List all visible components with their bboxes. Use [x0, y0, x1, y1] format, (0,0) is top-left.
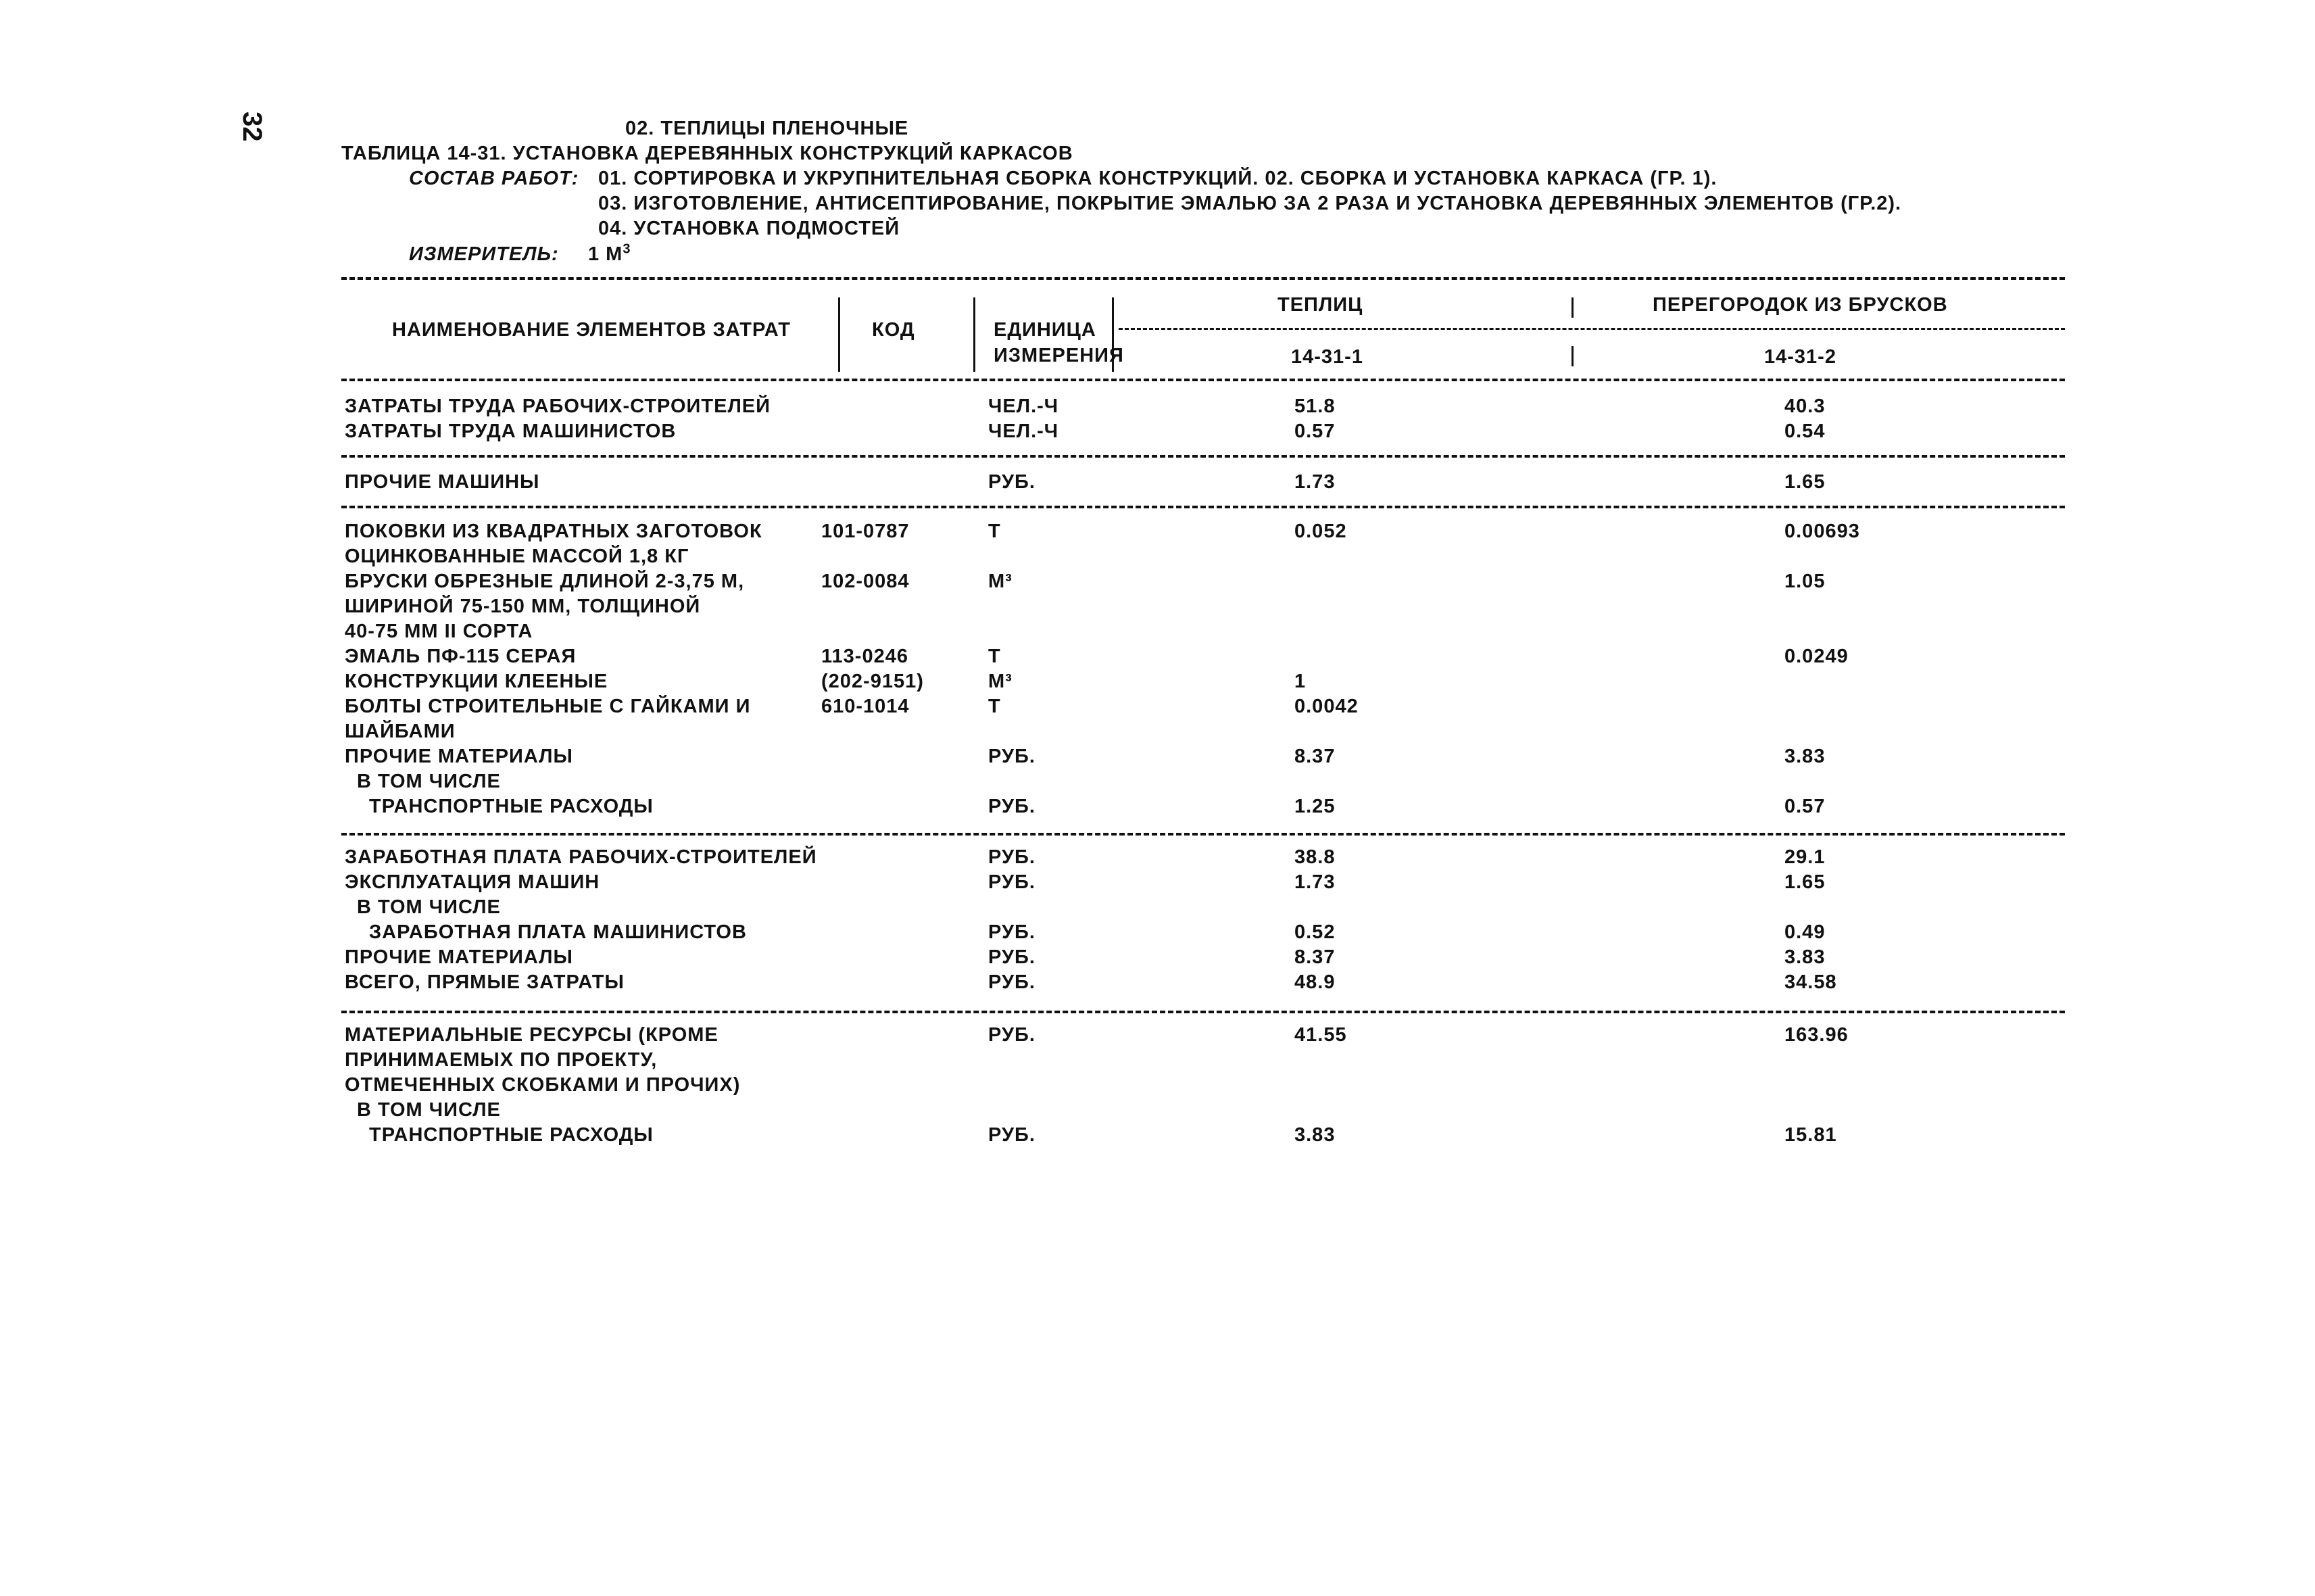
col-divider-4b: [1571, 346, 1574, 366]
row-3-b: 1.65: [1784, 471, 1826, 493]
col-header-name: НАИМЕНОВАНИЕ ЭЛЕМЕНТОВ ЗАТРАТ: [392, 319, 791, 341]
row-16-name: ЗАРАБОТНАЯ ПЛАТА РАБОЧИХ-СТРОИТЕЛЕЙ: [345, 846, 817, 868]
row-20-unit: РУБ.: [988, 946, 1035, 968]
row-19-unit: РУБ.: [988, 921, 1035, 943]
row-20-name: ПРОЧИЕ МАТЕРИАЛЫ: [345, 946, 573, 968]
row-5-name: ОЦИНКОВАННЫЕ МАССОЙ 1,8 КГ: [345, 546, 689, 567]
row-15-a: 1.25: [1294, 796, 1336, 817]
row-19-name: ЗАРАБОТНАЯ ПЛАТА МАШИНИСТОВ: [369, 921, 747, 943]
col-header-code: КОД: [872, 319, 915, 341]
page-number: 32: [237, 112, 267, 142]
row-13-b: 3.83: [1784, 746, 1826, 767]
row-9-name: ЭМАЛЬ ПФ-115 СЕРАЯ: [345, 646, 577, 667]
row-8-name: 40-75 ММ II СОРТА: [345, 621, 533, 642]
row-2-a: 0.57: [1294, 420, 1336, 442]
row-19-b: 0.49: [1784, 921, 1826, 943]
row-12-name: ШАЙБАМИ: [345, 721, 456, 742]
section-title: 02. ТЕПЛИЦЫ ПЛЕНОЧНЫЕ: [625, 118, 909, 139]
rule-group-4: [341, 1011, 2065, 1013]
row-2-name: ЗАТРАТЫ ТРУДА МАШИНИСТОВ: [345, 420, 677, 442]
row-11-a: 0.0042: [1294, 696, 1359, 717]
row-15-name: ТРАНСПОРТНЫЕ РАСХОДЫ: [369, 796, 654, 817]
work-line-1: 01. СОРТИРОВКА И УКРУПНИТЕЛЬНАЯ СБОРКА КОНСТРУКЦИЙ. 02. СБОРКА И УСТАНОВКА КАРКАСА (ГР. 1).: [598, 168, 1717, 189]
row-1-name: ЗАТРАТЫ ТРУДА РАБОЧИХ-СТРОИТЕЛЕЙ: [345, 395, 771, 417]
row-18-name: В ТОМ ЧИСЛЕ: [357, 896, 501, 918]
row-15-unit: РУБ.: [988, 796, 1035, 817]
col-divider-4a: [1571, 297, 1574, 318]
row-16-a: 38.8: [1294, 846, 1336, 868]
row-17-b: 1.65: [1784, 871, 1826, 893]
col-header-group-a: ТЕПЛИЦ: [1277, 294, 1363, 316]
row-13-name: ПРОЧИЕ МАТЕРИАЛЫ: [345, 746, 573, 767]
row-9-unit: Т: [988, 646, 1001, 667]
row-3-name: ПРОЧИЕ МАШИНЫ: [345, 471, 540, 493]
row-22-name: МАТЕРИАЛЬНЫЕ РЕСУРСЫ (КРОМЕ: [345, 1024, 718, 1046]
rule-header-bottom: [341, 379, 2065, 381]
row-14-name: В ТОМ ЧИСЛЕ: [357, 771, 501, 792]
row-17-unit: РУБ.: [988, 871, 1035, 893]
row-24-name: ОТМЕЧЕННЫХ СКОБКАМИ И ПРОЧИХ): [345, 1074, 741, 1096]
col-header-unit-1: ЕДИНИЦА: [994, 319, 1096, 341]
row-21-name: ВСЕГО, ПРЯМЫЕ ЗАТРАТЫ: [345, 971, 625, 993]
row-9-b: 0.0249: [1784, 646, 1849, 667]
row-10-name: КОНСТРУКЦИИ КЛЕЕНЫЕ: [345, 671, 608, 692]
row-4-code: 101-0787: [821, 521, 910, 542]
row-23-name: ПРИНИМАЕМЫХ ПО ПРОЕКТУ,: [345, 1049, 658, 1071]
row-11-unit: Т: [988, 696, 1001, 717]
row-25-name: В ТОМ ЧИСЛЕ: [357, 1099, 501, 1121]
row-6-b: 1.05: [1784, 571, 1826, 592]
row-1-unit: ЧЕЛ.-Ч: [988, 395, 1059, 417]
rule-group-1: [341, 455, 2065, 458]
work-line-2: 03. ИЗГОТОВЛЕНИЕ, АНТИСЕПТИРОВАНИЕ, ПОКРЫТИЕ ЭМАЛЬЮ ЗА 2 РАЗА И УСТАНОВКА ДЕРЕВЯННЫХ ЭЛЕМЕНТОВ (ГР.2).: [598, 193, 1902, 214]
row-17-name: ЭКСПЛУАТАЦИЯ МАШИН: [345, 871, 600, 893]
row-2-unit: ЧЕЛ.-Ч: [988, 420, 1059, 442]
row-20-a: 8.37: [1294, 946, 1336, 968]
row-26-b: 15.81: [1784, 1124, 1837, 1146]
row-26-unit: РУБ.: [988, 1124, 1035, 1146]
row-20-b: 3.83: [1784, 946, 1826, 968]
row-10-code: (202-9151): [821, 671, 924, 692]
row-16-unit: РУБ.: [988, 846, 1035, 868]
row-3-a: 1.73: [1294, 471, 1336, 493]
row-3-unit: РУБ.: [988, 471, 1035, 493]
row-11-name: БОЛТЫ СТРОИТЕЛЬНЫЕ С ГАЙКАМИ И: [345, 696, 751, 717]
row-10-a: 1: [1294, 671, 1307, 692]
row-10-unit: М³: [988, 671, 1013, 692]
row-22-a: 41.55: [1294, 1024, 1347, 1046]
row-6-name: БРУСКИ ОБРЕЗНЫЕ ДЛИНОЙ 2-3,75 М,: [345, 571, 745, 592]
meter-label: ИЗМЕРИТЕЛЬ:: [409, 243, 559, 265]
table-title: ТАБЛИЦА 14-31. УСТАНОВКА ДЕРЕВЯННЫХ КОНСТРУКЦИЙ КАРКАСОВ: [341, 143, 1073, 164]
col-header-code-b: 14-31-2: [1764, 346, 1836, 368]
row-21-unit: РУБ.: [988, 971, 1035, 993]
work-line-3: 04. УСТАНОВКА ПОДМОСТЕЙ: [598, 218, 900, 239]
meter-value: 1 $М^3$: [588, 241, 631, 265]
row-9-code: 113-0246: [821, 646, 908, 667]
rule-header-mid: [1119, 328, 2065, 330]
row-13-unit: РУБ.: [988, 746, 1035, 767]
row-26-a: 3.83: [1294, 1124, 1336, 1146]
row-4-a: 0.052: [1294, 521, 1347, 542]
row-4-b: 0.00693: [1784, 521, 1860, 542]
row-26-name: ТРАНСПОРТНЫЕ РАСХОДЫ: [369, 1124, 654, 1146]
row-15-b: 0.57: [1784, 796, 1826, 817]
row-4-unit: Т: [988, 521, 1001, 542]
row-22-b: 163.96: [1784, 1024, 1849, 1046]
row-1-b: 40.3: [1784, 395, 1826, 417]
row-21-b: 34.58: [1784, 971, 1837, 993]
row-11-code: 610-1014: [821, 696, 910, 717]
rule-group-3: [341, 833, 2065, 836]
row-6-code: 102-0084: [821, 571, 910, 592]
col-header-code-a: 14-31-1: [1291, 346, 1363, 368]
row-19-a: 0.52: [1294, 921, 1336, 943]
col-header-unit-2: ИЗМЕРЕНИЯ: [994, 345, 1124, 366]
row-16-b: 29.1: [1784, 846, 1826, 868]
rule-top: [341, 277, 2065, 280]
row-17-a: 1.73: [1294, 871, 1336, 893]
row-2-b: 0.54: [1784, 420, 1826, 442]
col-divider-2: [973, 297, 975, 372]
row-13-a: 8.37: [1294, 746, 1336, 767]
row-1-a: 51.8: [1294, 395, 1336, 417]
work-label: СОСТАВ РАБОТ:: [409, 168, 579, 189]
row-21-a: 48.9: [1294, 971, 1336, 993]
row-4-name: ПОКОВКИ ИЗ КВАДРАТНЫХ ЗАГОТОВОК: [345, 521, 762, 542]
rule-group-2: [341, 506, 2065, 508]
col-divider-1: [838, 297, 840, 372]
row-22-unit: РУБ.: [988, 1024, 1035, 1046]
row-7-name: ШИРИНОЙ 75-150 ММ, ТОЛЩИНОЙ: [345, 596, 701, 617]
row-6-unit: М³: [988, 571, 1013, 592]
col-header-group-b: ПЕРЕГОРОДОК ИЗ БРУСКОВ: [1653, 294, 1948, 316]
